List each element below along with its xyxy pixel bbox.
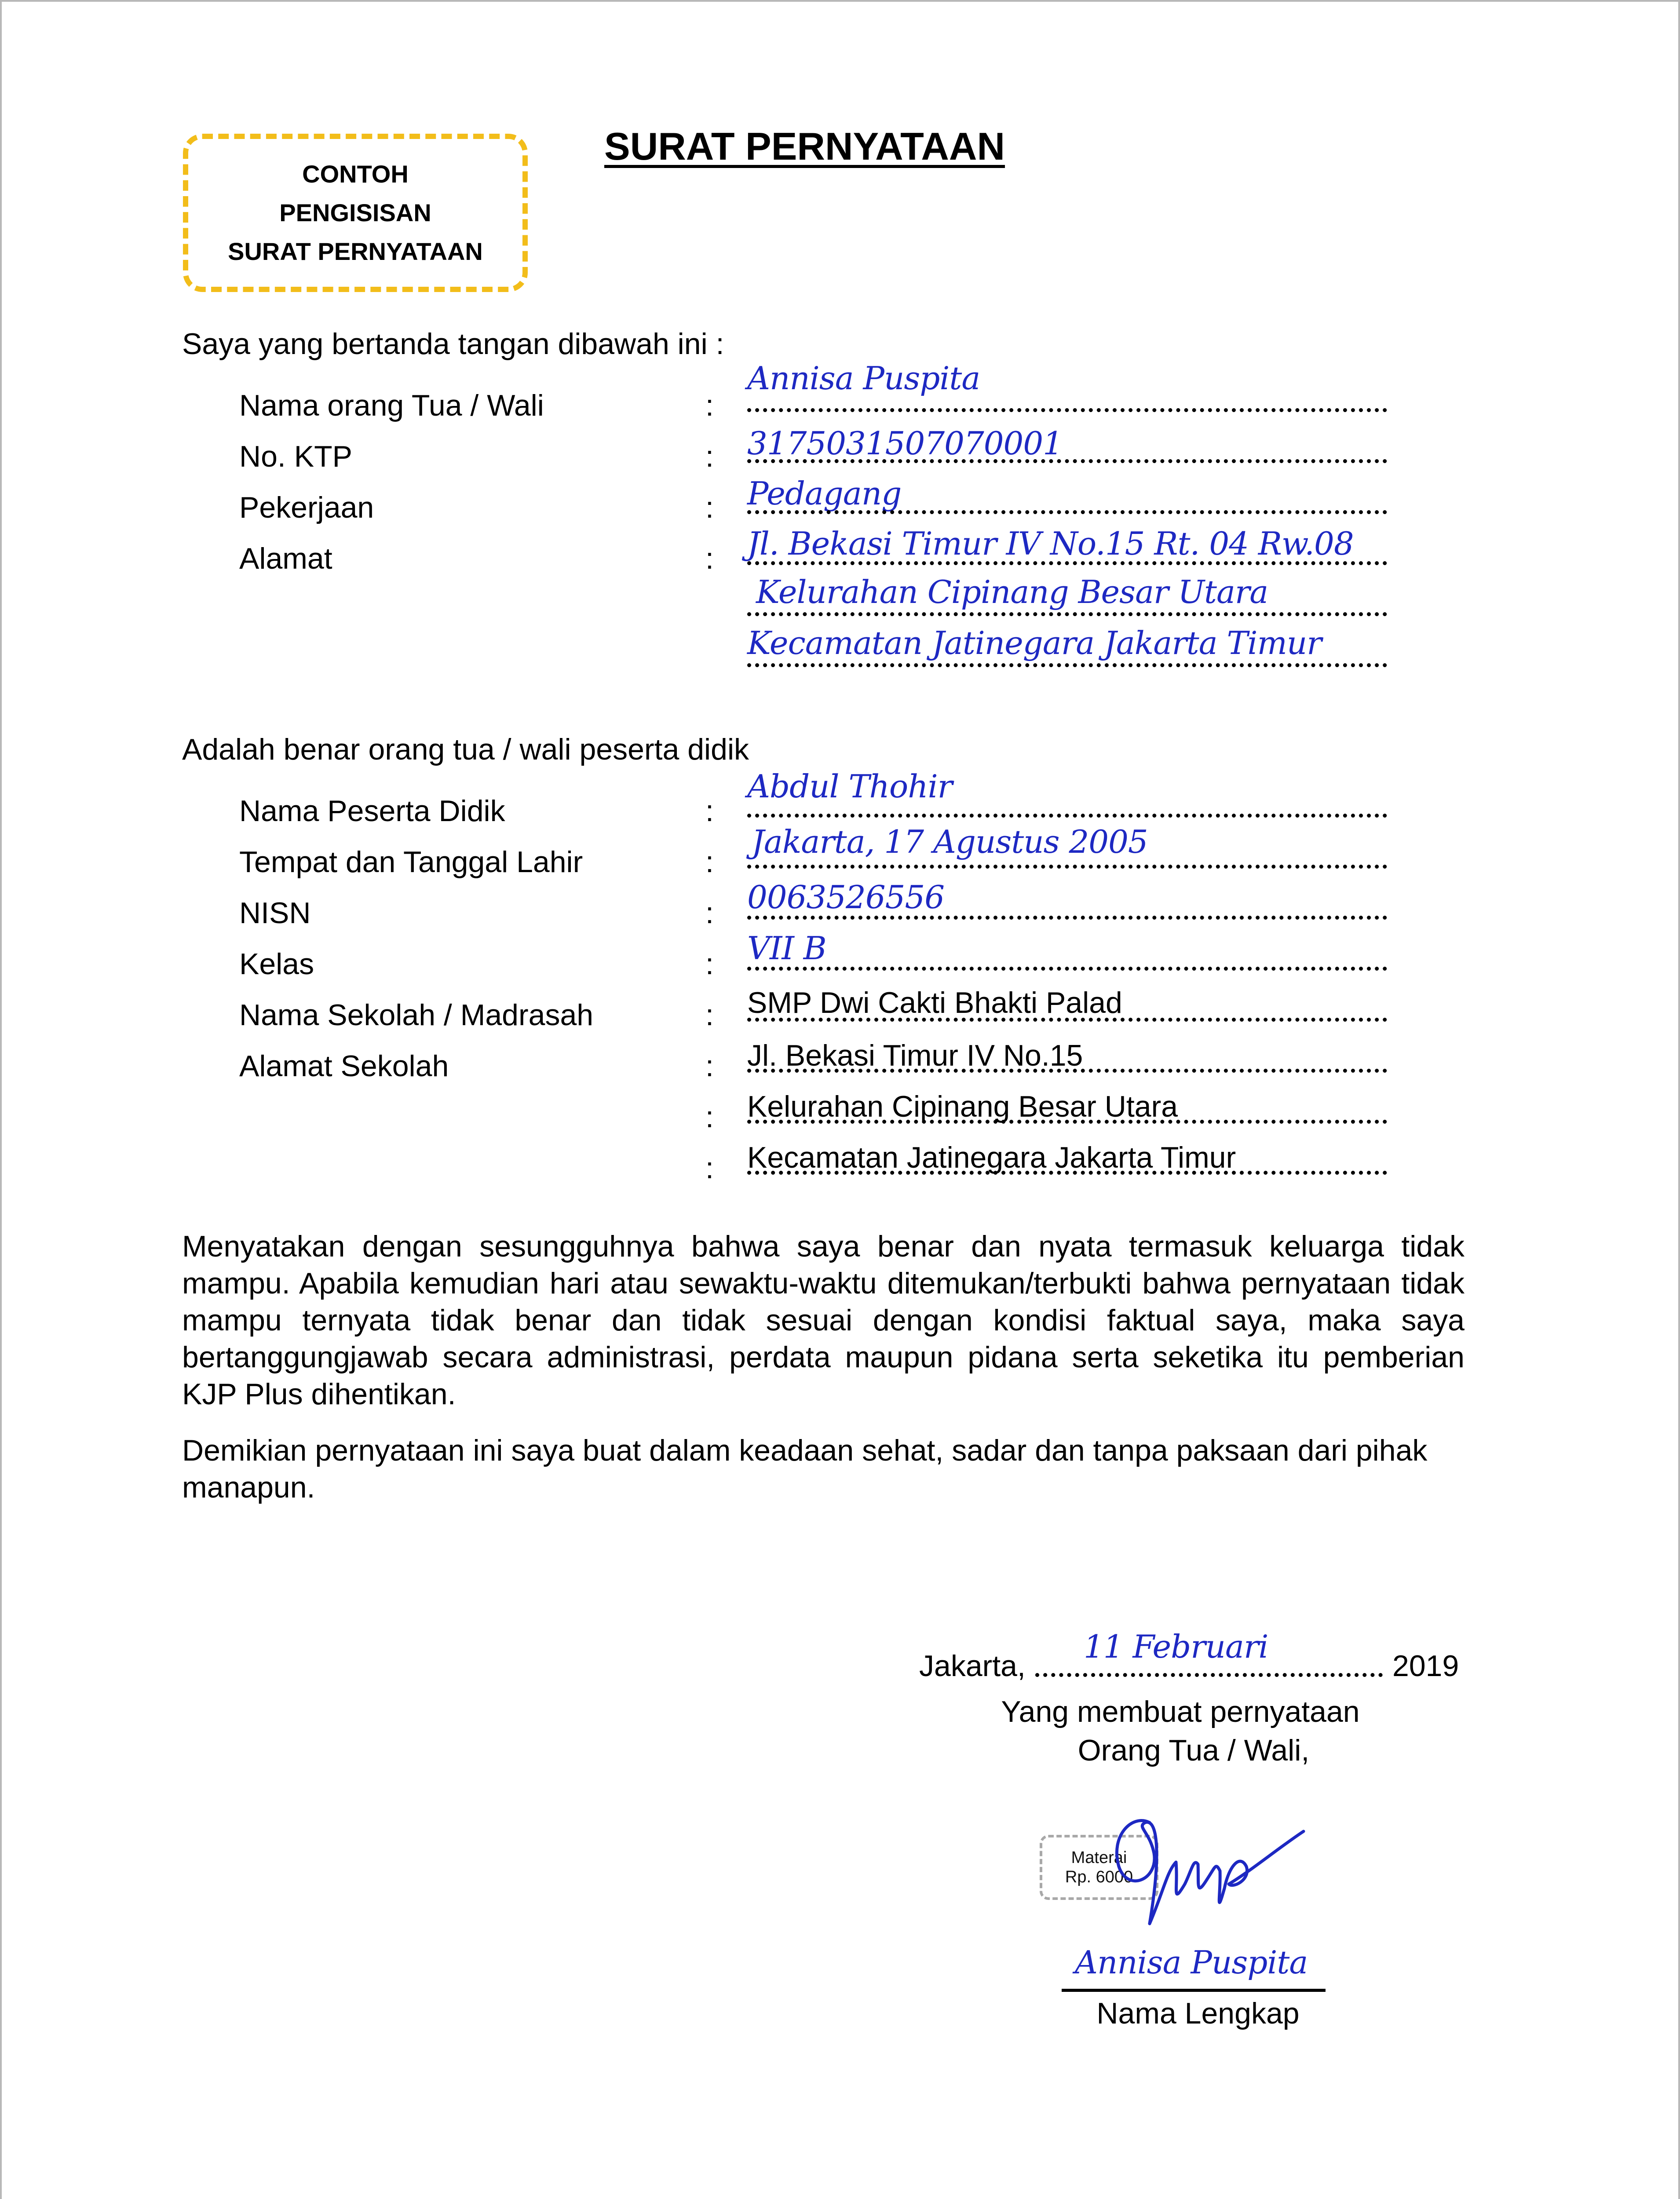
signature-drawing (1084, 1805, 1312, 1937)
materai-line-2: Rp. 6000 (1065, 1868, 1133, 1886)
school-address-label: Alamat Sekolah (239, 1049, 449, 1083)
colon: : (705, 389, 714, 422)
date-year: 2019 (1392, 1649, 1459, 1683)
signature-line (1062, 1989, 1326, 1992)
birth-value: Jakarta, 17 Agustus 2005 (752, 823, 1148, 860)
dotted-line (747, 561, 1387, 565)
sample-stamp (183, 134, 528, 292)
dotted-line (747, 916, 1387, 920)
date-value: 11 Februari (1084, 1628, 1268, 1665)
materai-line-1: Materai (1071, 1848, 1127, 1867)
colon: : (705, 896, 714, 930)
school-value: SMP Dwi Cakti Bhakti Palad (747, 986, 1122, 1019)
student-name-label: Nama Peserta Didik (239, 794, 505, 828)
school-address-line-1: Jl. Bekasi Timur IV No.15 (747, 1039, 1083, 1072)
dotted-line (1035, 1673, 1383, 1677)
closing-paragraph: Demikian pernyataan ini saya buat dalam keadaan sehat, sadar dan tanpa paksaan dari pihak manapun. (182, 1434, 1428, 1504)
stamp-line-2: PENGISISAN (279, 199, 431, 226)
dotted-line (747, 1018, 1387, 1022)
signer-name: Annisa Puspita (1075, 1944, 1308, 1981)
address-label: Alamat (239, 542, 332, 575)
parent-name-label: Nama orang Tua / Wali (239, 389, 544, 422)
dotted-line (747, 408, 1387, 412)
dotted-line (747, 459, 1387, 463)
colon: : (705, 998, 714, 1032)
nisn-label: NISN (239, 896, 311, 930)
ktp-label: No. KTP (239, 440, 352, 473)
colon: : (705, 1049, 714, 1083)
address-line-2: Kelurahan Cipinang Besar Utara (756, 573, 1268, 610)
dotted-line (747, 663, 1387, 667)
colon: : (705, 542, 714, 575)
stamp-line-1: CONTOH (302, 160, 409, 188)
colon: : (705, 1151, 714, 1185)
made-by-text: Yang membuat pernyataan (1001, 1695, 1360, 1728)
address-line-3: Kecamatan Jatinegara Jakarta Timur (747, 625, 1322, 661)
statement-paragraph: Menyatakan dengan sesungguhnya bahwa saya benar dan nyata termasuk keluarga tidak mampu. Apabila kemudian hari atau sewaktu-waktu ditemukan/terbukti bahwa pernyataan tidak mampu ternyata tidak benar dan tidak sesuai dengan kondisi faktual saya, maka saya bertanggungjawab secara administrasi, perdata maupun pidana serta seketika itu pemberian KJP Plus dihentikan. (182, 1230, 1465, 1411)
name-caption: Nama Lengkap (1096, 1997, 1300, 2030)
role-text: Orang Tua / Wali, (1077, 1734, 1310, 1767)
birth-label: Tempat dan Tanggal Lahir (239, 845, 583, 879)
nisn-value: 0063526556 (747, 879, 945, 916)
dotted-line (747, 1069, 1387, 1073)
class-label: Kelas (239, 947, 314, 981)
dotted-line (747, 967, 1387, 971)
school-address-line-2: Kelurahan Cipinang Besar Utara (747, 1090, 1178, 1123)
dotted-line (747, 865, 1387, 869)
dotted-line (747, 1120, 1387, 1124)
colon: : (705, 491, 714, 524)
class-value: VII B (747, 930, 826, 967)
ktp-value: 3175031507070001 (747, 425, 1063, 462)
parent-name-value: Annisa Puspita (747, 360, 980, 397)
student-name-value: Abdul Thohir (747, 768, 953, 805)
dotted-line (747, 1171, 1387, 1175)
colon: : (705, 947, 714, 981)
job-value: Pedagang (747, 475, 902, 512)
intro-text: Saya yang bertanda tangan dibawah ini : (182, 327, 724, 361)
colon: : (705, 440, 714, 473)
dotted-line (747, 612, 1387, 616)
job-label: Pekerjaan (239, 491, 374, 524)
student-intro: Adalah benar orang tua / wali peserta didik (182, 733, 749, 766)
school-address-line-3: Kecamatan Jatinegara Jakarta Timur (747, 1141, 1236, 1174)
colon: : (705, 845, 714, 879)
dotted-line (747, 814, 1387, 818)
colon: : (705, 794, 714, 828)
stamp-line-3: SURAT PERNYATAAN (228, 237, 483, 265)
address-line-1: Jl. Bekasi Timur IV No.15 Rt. 04 Rw.08 (747, 525, 1354, 562)
document-title: SURAT PERNYATAAN (604, 124, 1005, 168)
colon: : (705, 1100, 714, 1134)
school-label: Nama Sekolah / Madrasah (239, 998, 594, 1032)
date-city: Jakarta, (919, 1649, 1026, 1683)
dotted-line (747, 510, 1387, 514)
